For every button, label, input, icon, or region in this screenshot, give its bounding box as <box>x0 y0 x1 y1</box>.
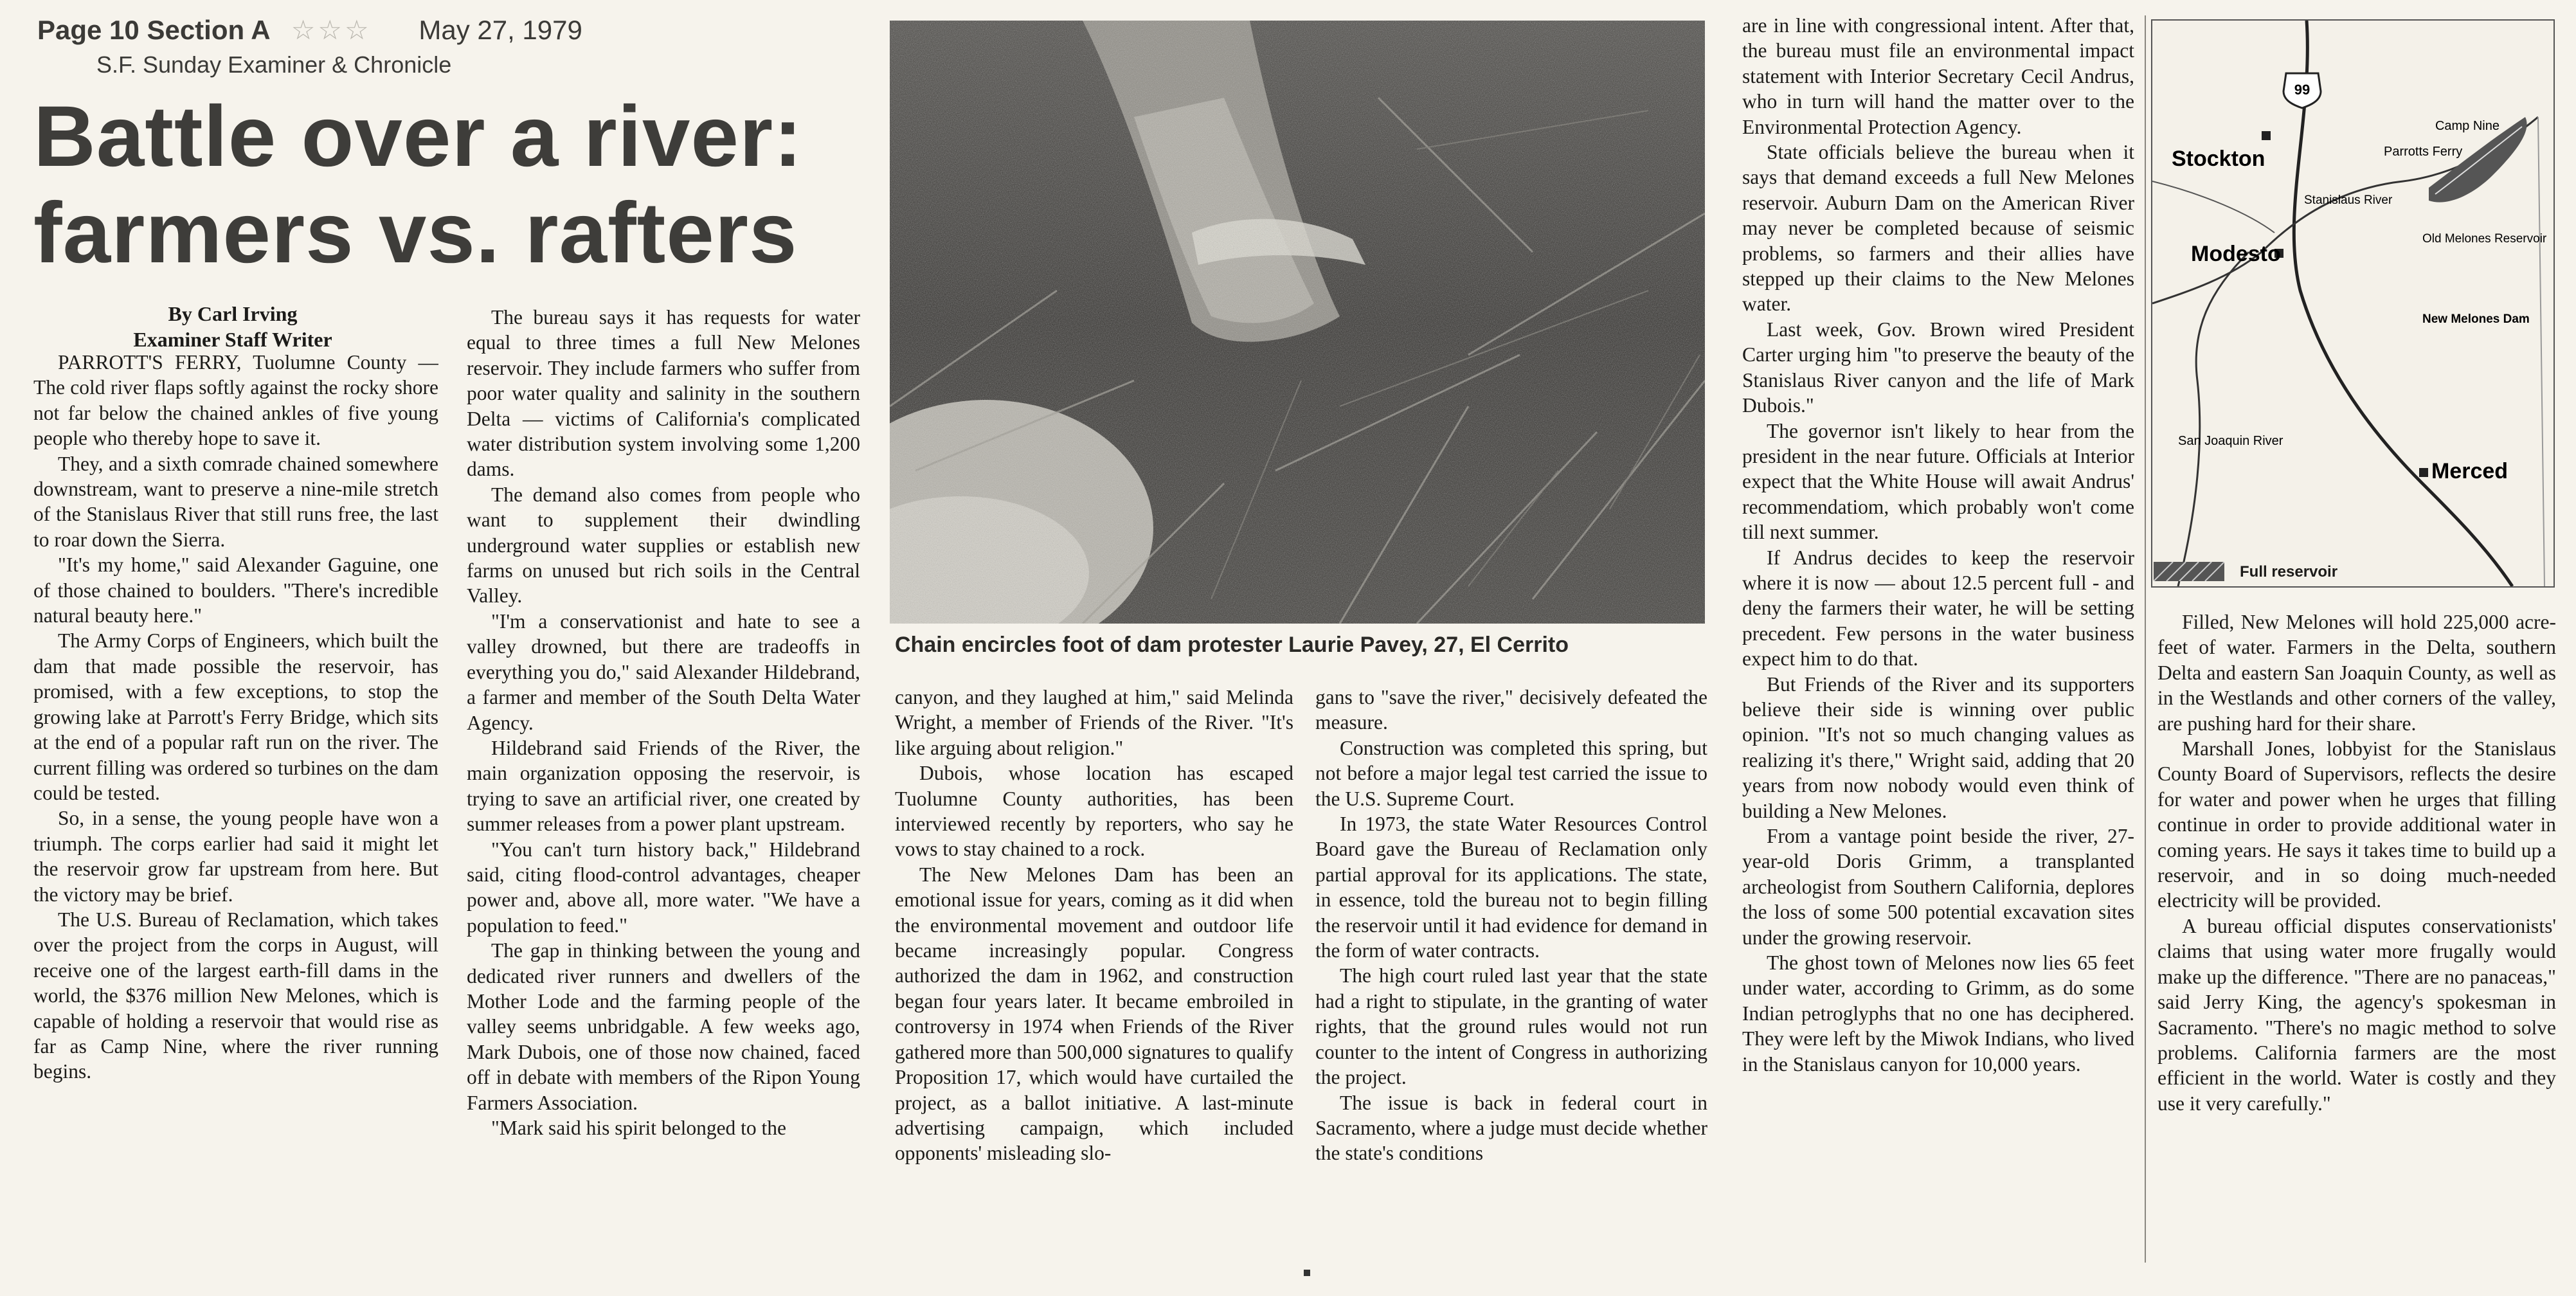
map-edge-line <box>2538 117 2544 586</box>
page-number: Page 10 <box>37 15 140 45</box>
legend-label: Full reservoir <box>2240 563 2338 580</box>
photo-image <box>890 21 1705 624</box>
article-paragraph: The gap in thinking between the young and dedicated river runners and dwellers of the Mother Lode and the farming people of the valley seems unbridgable. A few weeks ago, Mark Dubois, one of those now chained, faced off in debate with members of the Ripon Young Farmers Association. <box>467 939 860 1114</box>
article-paragraph: "Mark said his spirit belonged to the <box>491 1117 787 1139</box>
article-paragraph: PARROTT'S FERRY, Tuolumne County — The cold river flaps softly against the rocky shore not far below the chained ankles of five young people who thereby hope to save it. <box>33 351 438 450</box>
article-paragraph: A bureau official disputes conservationists' claims that using water more frugally would make up the difference. "There are no panaceas," said Jerry King, the agency's spokesman in Sacramento. "There's no magic method to solve problems. California farmers are the most efficient in the world. Water is costly and they use it very carefully." <box>2157 914 2556 1115</box>
article-column-4 <box>1315 685 1707 1263</box>
map-label-merced: Merced <box>2431 459 2508 483</box>
article-paragraph: Construction was completed this spring, but not before a major legal test carried the issue to the U.S. Supreme Court. <box>1315 736 1707 810</box>
map-label-new-melones-dam: New Melones Dam <box>2422 312 2530 326</box>
article-paragraph: The ghost town of Melones now lies 65 feet under water, according to Grimm, as do some Indian petroglyphs that no one has deciphered. They were left by the Miwok Indians, who lived in the Stanislaus canyon for 10,000 years. <box>1742 951 2134 1076</box>
article-paragraph: "I'm a conservationist and hate to see a valley drowned, but there are tradeoffs in everything you do," said Alexander Hildebrand, a farmer and member of the South Delta Water Agency. <box>467 609 860 734</box>
byline-author: By Carl Irving <box>168 302 298 325</box>
article-column-1 <box>33 350 438 1263</box>
stanislaus-river-line <box>2152 117 2538 303</box>
headline-line-2: farmers vs. rafters <box>33 185 798 281</box>
article-column-3 <box>895 685 1293 1263</box>
map-label-parrotts-ferry: Parrotts Ferry <box>2384 145 2463 159</box>
map-label-stockton: Stockton <box>2172 147 2265 171</box>
san-joaquin-river-line <box>2178 252 2249 586</box>
article-paragraph: canyon, and they laughed at him," said Melinda Wright, a member of Friends of the River. "It's like arguing about religion." <box>895 686 1293 759</box>
map-label-modesto: Modesto <box>2191 242 2281 266</box>
byline <box>33 301 432 352</box>
column-rule <box>2145 15 2146 1263</box>
stockton-marker <box>2262 131 2271 140</box>
route-number: 99 <box>2294 82 2310 98</box>
article-paragraph: They, and a sixth comrade chained somewhere downstream, want to preserve a nine-mile stretch of the Stanislaus River that still runs free, the last to roar down the Sierra. <box>33 452 438 551</box>
photo-caption: Chain encircles foot of dam protester Laurie Pavey, 27, El Cerrito <box>895 633 1569 657</box>
article-paragraph: State officials believe the bureau when it says that demand exceeds a full New Melones reservoir. Auburn Dam on the American River may never be completed because of seismic problems, so farmers and their allies have stepped up their claims to the New Melones water. <box>1742 141 2134 316</box>
page-mark <box>1304 1270 1310 1276</box>
article-paragraph: The issue is back in federal court in Sacramento, where a judge must decide whether the state's conditions <box>1315 1091 1707 1165</box>
article-paragraph: But Friends of the River and its supporters believe their side is winning over public opinion. "It's not so much changing values as realizing it's there," Wright said, adding that 20 years from now nobody would even think of building a New Melones. <box>1742 672 2134 822</box>
article-paragraph: The high court ruled last year that the state had a right to stipulate, in the granting of water rights, that the ground rules would not run counter to the intent of Congress in authorizing the project. <box>1315 964 1707 1089</box>
article-paragraph: The Army Corps of Engineers, which built the dam that made possible the reservoir, has promised, with a few exceptions, to stop the growing lake at Parrott's Ferry Bridge, which sits at the end of a popular raft run on the river. The current filling was ordered so turbines on the dam could be tested. <box>33 629 438 804</box>
article-paragraph: The demand also comes from people who want to supplement their dwindling underground water supplies or establish new farms on unused but rich soils in the Central Valley. <box>467 483 860 608</box>
highway-99-line <box>2294 21 2512 586</box>
map-label-camp-nine: Camp Nine <box>2435 119 2499 133</box>
map-label-stanislaus-river: Stanislaus River <box>2304 194 2393 207</box>
article-paragraph: Hildebrand said Friends of the River, the main organization opposing the reservoir, is trying to save an artificial river, one created by summer releases from a power plant upstream. <box>467 736 860 836</box>
map-label-san-joaquin-river: San Joaquin River <box>2178 434 2283 448</box>
article-paragraph: are in line with congressional intent. After that, the bureau must file an environmental impact statement with Interior Secretary Cecil Andrus, who in turn will hand the matter over to the Environmental Protection Agency. <box>1742 14 2134 138</box>
minor-road-line <box>2152 181 2274 233</box>
headline-line-1: Battle over a river: <box>33 89 803 184</box>
issue-date: May 27, 1979 <box>419 15 582 45</box>
article-paragraph: From a vantage point beside the river, 27-year-old Doris Grimm, a transplanted archeologist from Southern California, deplores the loss of some 500 potential excavation sites under the growing reservoir. <box>1742 825 2134 949</box>
article-paragraph: The New Melones Dam has been an emotional issue for years, coming as it did when the environmental movement and outdoor life became increasingly popular. Congress authorized the dam in 1962, and construction began four years later. It became embroiled in controversy in 1974 when Friends of the River gathered more than 500,000 signatures to qualify Proposition 17, which would have curtailed the project, as a ballot initiative. A last-minute advertising campaign, which included opponents' misleading slo- <box>895 863 1293 1165</box>
legend-swatch <box>2154 562 2224 581</box>
article-paragraph: Marshall Jones, lobbyist for the Stanislaus County Board of Supervisors, reflects the desire for water and power when he urges that filling continue in order to provide additional water in coming years. He says it takes time to build up a reservoir, and in so doing much-needed electricity will be provided. <box>2157 737 2556 912</box>
article-paragraph: The bureau says it has requests for water equal to three times a full New Melones reservoir. They include farmers who suffer from poor water quality and salinity in the southern Delta — victims of California's complicated water distribution system involving some 1,200 dams. <box>467 306 860 481</box>
article-paragraph: So, in a sense, the young people have won a triumph. The corps earlier had said it might let the reservoir grow far upstream from here. But the victory may be brief. <box>33 807 438 906</box>
article-paragraph: gans to "save the river," decisively defeated the measure. <box>1315 686 1707 734</box>
article-paragraph: In 1973, the state Water Resources Control Board gave the Bureau of Reclamation only partial approval for its applications. The state, in essence, told the bureau not to begin filling the reservoir until it had evidence for demand in the form of water contracts. <box>1315 813 1707 962</box>
map-graphic <box>2152 21 2553 586</box>
newspaper-name: S.F. Sunday Examiner & Chronicle <box>96 51 452 78</box>
article-paragraph: Last week, Gov. Brown wired President Carter urging him "to preserve the beauty of the Stanislaus River canyon and the life of Mark Dubois." <box>1742 318 2134 417</box>
article-paragraph: The U.S. Bureau of Reclamation, which takes over the project from the corps in August, will receive one of the largest earth-fill dams in the world, the $376 million New Melones, which is capable of holding a reservoir that would rise as far as Camp Nine, where the river running begins. <box>33 908 438 1083</box>
byline-role: Examiner Staff Writer <box>133 328 332 351</box>
highway-99-shield <box>2283 73 2321 108</box>
headline <box>33 89 869 282</box>
merced-marker <box>2419 468 2428 477</box>
article-column-5 <box>1742 13 2134 1263</box>
page-slug <box>37 14 582 46</box>
article-paragraph: "It's my home," said Alexander Gaguine, one of those chained to boulders. "There's incredible natural beauty here." <box>33 554 438 627</box>
article-column-6 <box>2157 609 2556 1263</box>
article-column-2 <box>467 305 860 1263</box>
section-label: Section A <box>147 15 270 45</box>
article-paragraph: Dubois, whose location has escaped Tuolumne County authorities, has been interviewed recently by reporters, who say he vows to stay chained to a rock. <box>895 762 1293 861</box>
edition-stars: ☆☆☆ <box>291 15 372 45</box>
article-paragraph: "You can't turn history back," Hildebrand said, citing flood-control advantages, cheaper power and, above all, more water. "We have a population to feed." <box>467 838 860 937</box>
article-paragraph: Filled, New Melones will hold 225,000 acre-feet of water. Farmers in the Delta, southern Delta and eastern San Joaquin County, as well as in the Westlands and other corners of the valley, are pushing hard for their share. <box>2157 611 2556 735</box>
map-label-old-melones: Old Melones Reservoir <box>2422 232 2547 246</box>
locator-map <box>2151 19 2555 588</box>
article-paragraph: The governor isn't likely to hear from the president in the near future. Officials at Interior expect that the White House will await Andrus' recommendatiom, which probably won't come till next summer. <box>1742 419 2134 544</box>
news-photo <box>890 21 1705 624</box>
article-paragraph: If Andrus decides to keep the reservoir where it is now — about 12.5 percent full - and deny the farmers their water, he will be setting precedent. Few persons in the water business expect him to do that. <box>1742 546 2134 670</box>
